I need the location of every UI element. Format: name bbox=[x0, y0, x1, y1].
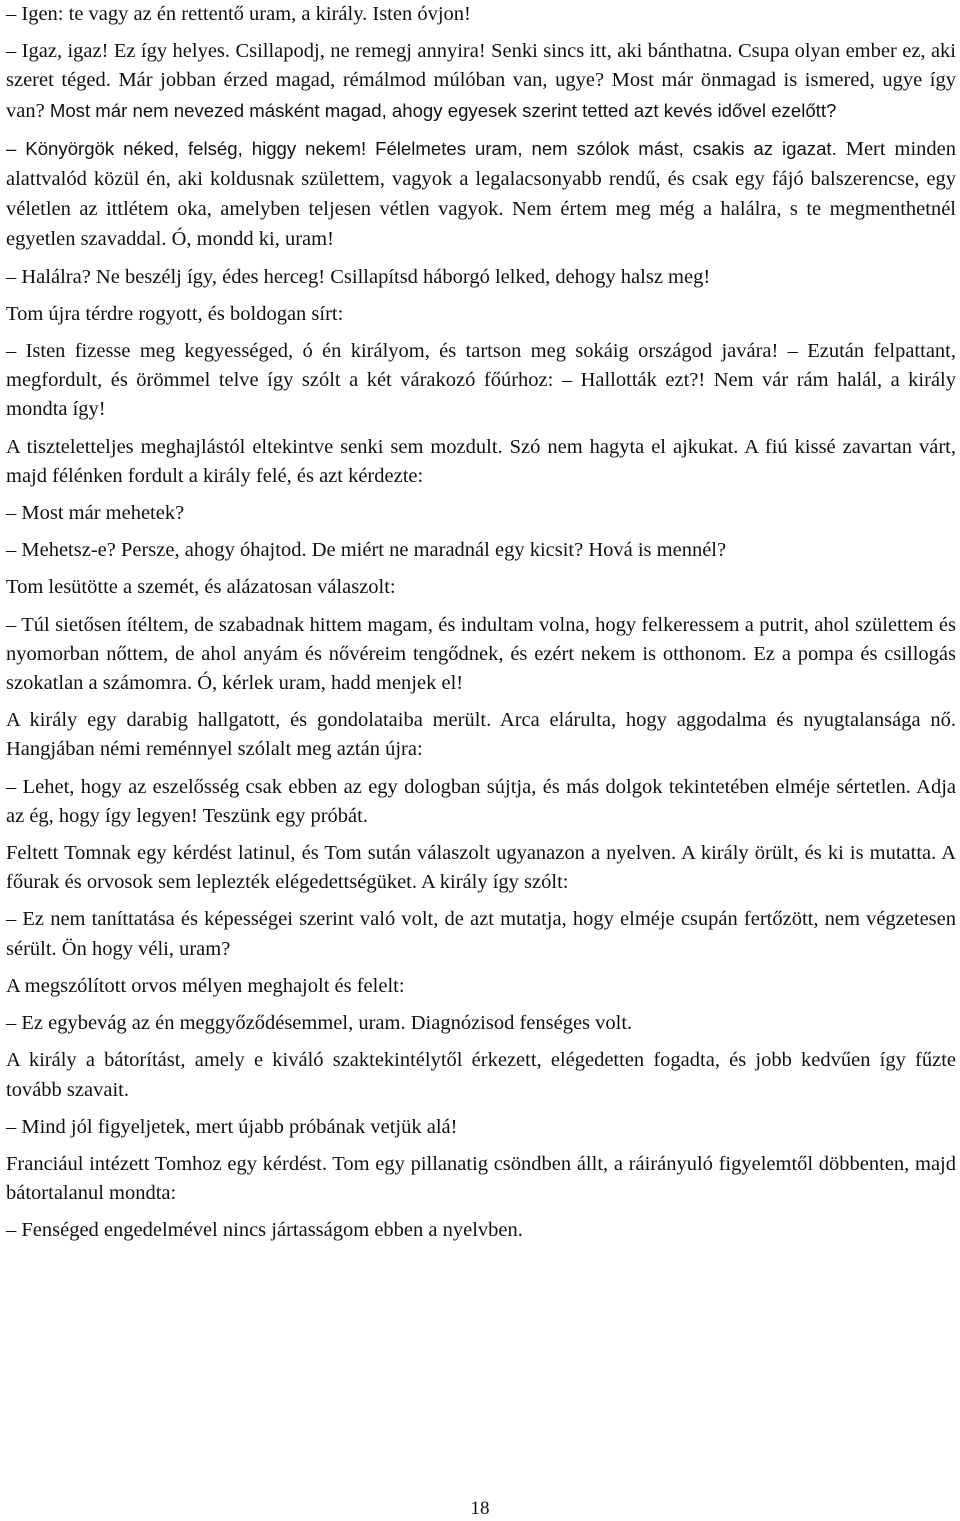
paragraph-text-segment: – Mehetsz-e? Persze, ahogy óhajtod. De miért ne maradnál egy kicsit? Hová is mennél? bbox=[6, 539, 727, 562]
paragraph-text-segment: Tom lesütötte a szemét, és alázatosan válaszolt: bbox=[6, 576, 396, 599]
paragraph-text-segment: – Fenséged engedelmével nincs jártasságom ebben a nyelvben. bbox=[6, 1219, 523, 1242]
paragraph bbox=[6, 905, 956, 963]
paragraph bbox=[6, 773, 956, 831]
paragraph-text-segment: Franciául intézett Tomhoz egy kérdést. Tom egy pillanatig csöndben állt, a ráirányuló figyelemtől döbbenten, majd bátortalanul mondta: bbox=[6, 1152, 956, 1205]
paragraph bbox=[6, 839, 956, 897]
paragraph-text-segment: – Igaz, igaz! Ez így helyes. Csillapodj, ne remegj annyira! Senki sincs itt, aki bánthatna. Csupa olyan ember ez, aki szeret téged. Már jobban érzed magad, rémálmod múlóban van, ugye? Most már önmagad is ismered, ugye így van? bbox=[6, 40, 956, 122]
paragraph-text-segment: A megszólított orvos mélyen meghajolt és felelt: bbox=[6, 974, 405, 997]
document-page bbox=[6, 0, 956, 1254]
paragraph bbox=[6, 263, 956, 292]
paragraph bbox=[6, 337, 956, 425]
paragraph bbox=[6, 573, 956, 602]
paragraph-text-segment: A király a bátorítást, amely e kiváló szaktekintélytől érkezett, elégedetten fogadta, és jobb kedvűen így fűzte tovább szavait. bbox=[6, 1049, 956, 1101]
paragraph bbox=[6, 1216, 956, 1245]
paragraph-text-segment: A tiszteletteljes meghajlástól eltekintve senki sem mozdult. Szó nem hagyta el ajkukat. A fiú kissé zavartan várt, majd félénken fordult a király felé, és azt kérdezte: bbox=[6, 435, 956, 487]
paragraph bbox=[6, 433, 956, 491]
paragraph-text-segment: – Ez egybevág az én meggyőződésemmel, uram. Diagnózisod fenséges volt. bbox=[6, 1012, 633, 1035]
paragraph bbox=[6, 1009, 956, 1038]
paragraph-text-segment: – Most már mehetek? bbox=[6, 502, 185, 525]
paragraph-text-segment: – Lehet, hogy az eszelősség csak ebben az egy dologban sújtja, és más dolgok tekintetében elméje sértetlen. Adja az ég, hogy így legyen! Teszünk egy próbát. bbox=[6, 775, 956, 827]
paragraph-text-segment: – Túl sietősen ítéltem, de szabadnak hittem magam, és indultam volna, hogy felkeressem a putrit, ahol születtem és nyomorban nőttem, de ahol anyám és nővéreim tengődnek, és ezért nekem is otthonom. Ez a pompa és csillogás szokatlan a számomra. Ó, kérlek uram, hadd menjek el! bbox=[6, 613, 956, 695]
paragraph-text-segment: – Mind jól figyeljetek, mert újabb próbának vetjük alá! bbox=[6, 1115, 458, 1138]
paragraph-text-segment: – Könyörgök néked, felség, higgy nekem! Félelmetes uram, nem szólok mást, csakis az igazat. bbox=[6, 137, 846, 159]
paragraph-text-segment: – Igen: te vagy az én rettentő uram, a király. Isten óvjon! bbox=[6, 3, 471, 25]
paragraph bbox=[6, 972, 956, 1001]
paragraph-text-segment: Most már nem nevezed másként magad, ahogy egyesek szerint tetted azt kevés idővel ezelőtt? bbox=[49, 99, 837, 121]
paragraph bbox=[6, 0, 956, 29]
paragraph-text-segment: Mert minden alattvalód közül én, aki koldusnak születtem, vagyok a legalacsonyabb rendű, és csak egy fájó balszerencse, egy véletlen az ittlétem oka, amelyben teljesen vétlen vagyok. Nem értem meg még a halálra, s te megmenthetnél egyetlen szavaddal. Ó, mondd ki, uram! bbox=[6, 137, 957, 251]
paragraph-text-segment: Feltett Tomnak egy kérdést latinul, és Tom sután válaszolt ugyanazon a nyelven. A király örült, és ki is mutatta. A főurak és orvosok sem leplezték elégedettségüket. A király így szólt: bbox=[6, 842, 956, 894]
paragraph-text-segment: A király egy darabig hallgatott, és gondolataiba merült. Arca elárulta, hogy aggodalma és nyugtalansága nő. Hangjában némi reménnyel szólalt meg aztán újra: bbox=[6, 709, 956, 761]
paragraph-text-segment: Tom újra térdre rogyott, és boldogan sírt: bbox=[6, 302, 344, 325]
paragraph bbox=[6, 1150, 956, 1208]
paragraph bbox=[6, 499, 956, 528]
paragraph bbox=[6, 611, 956, 699]
paragraph bbox=[6, 536, 956, 565]
paragraph bbox=[6, 706, 956, 764]
page-number: 18 bbox=[470, 1498, 490, 1519]
paragraph bbox=[6, 37, 956, 126]
paragraph bbox=[6, 1113, 956, 1142]
document-body bbox=[6, 0, 956, 1246]
paragraph-text-segment: – Isten fizesse meg kegyességed, ó én királyom, és tartson meg sokáig országod javára! – Ezután felpattant, megfordult, és örömmel telve így szólt a két várakozó főúrhoz: – Hallották ezt?! Nem vár rám halál, a király mondta így! bbox=[6, 340, 956, 421]
paragraph-text-segment: – Halálra? Ne beszélj így, édes herceg! Csillapítsd háborgó lelked, dehogy halsz meg! bbox=[6, 265, 711, 288]
paragraph bbox=[6, 300, 956, 329]
paragraph bbox=[6, 1046, 956, 1104]
paragraph-text-segment: – Ez nem taníttatása és képességei szerint való volt, de azt mutatja, hogy elméje csupán fertőzött, nem végzetesen sérült. Ön hogy véli, uram? bbox=[6, 908, 956, 960]
paragraph bbox=[6, 134, 956, 255]
